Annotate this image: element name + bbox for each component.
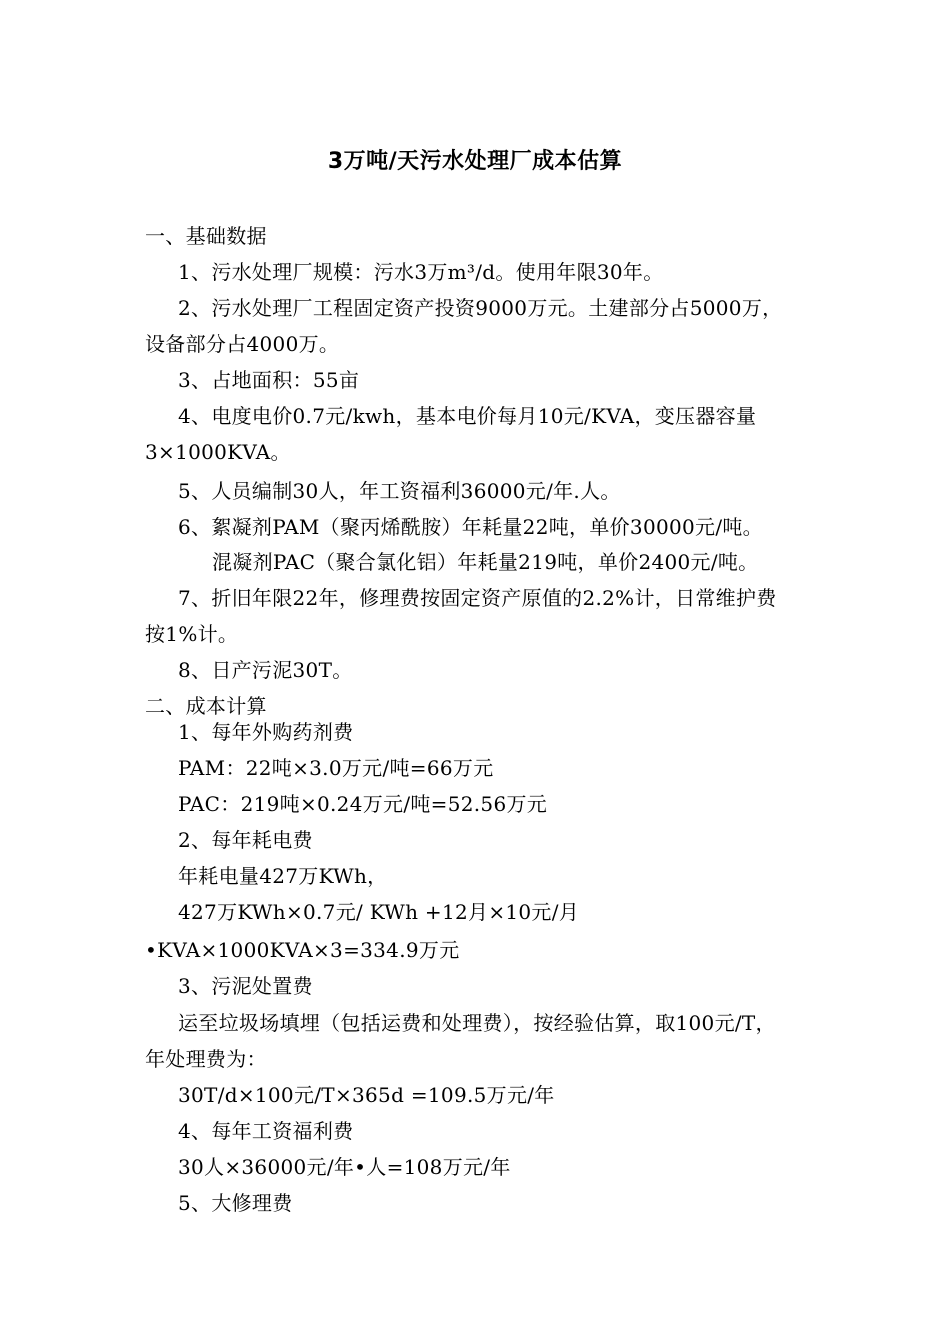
- text-line-power-cost: 2、每年耗电费: [178, 828, 313, 852]
- text-line-pac: 混凝剂PAC（聚合氯化铝）年耗量219吨，单价2400元/吨。: [212, 550, 759, 574]
- text-line-electricity: 4、电度电价0.7元/kwh，基本电价每月10元/KVA，变压器容量: [178, 404, 757, 428]
- text-line-transformer: 3×1000KVA。: [145, 440, 291, 464]
- text-line-pam: 6、絮凝剂PAM（聚丙烯酰胺）年耗量22吨，单价30000元/吨。: [178, 515, 763, 539]
- text-line-staff: 5、人员编制30人，年工资福利36000元/年.人。: [178, 479, 621, 503]
- section-heading-basic-data: 一、基础数据: [145, 224, 267, 248]
- text-line-sludge-cost: 3、污泥处置费: [178, 974, 313, 998]
- text-line-chemicals: 1、每年外购药剂费: [178, 720, 354, 744]
- section-heading-cost-calc: 二、成本计算: [145, 694, 267, 718]
- text-line-annual-fee: 年处理费为：: [145, 1047, 267, 1071]
- text-line-landfill: 运至垃圾场填埋（包括运费和处理费），按经验估算，取100元/T，: [178, 1011, 776, 1035]
- text-line-wages-calc: 30人×36000元/年•人=108万元/年: [178, 1155, 511, 1179]
- text-line-depreciation: 7、折旧年限22年，修理费按固定资产原值的2.2%计，日常维护费: [178, 586, 777, 610]
- text-line-pam-calc: PAM：22吨×3.0万元/吨=66万元: [178, 756, 494, 780]
- text-line-area: 3、占地面积：55亩: [178, 368, 360, 392]
- text-line-sludge: 8、日产污泥30T。: [178, 658, 353, 682]
- document-title: 3万吨/天污水处理厂成本估算: [327, 149, 623, 174]
- text-line-investment: 2、污水处理厂工程固定资产投资9000万元。土建部分占5000万，: [178, 296, 783, 320]
- text-line-pac-calc: PAC：219吨×0.24万元/吨=52.56万元: [178, 792, 548, 816]
- text-line-power-result: •KVA×1000KVA×3=334.9万元: [145, 938, 460, 962]
- text-line-power-calc: 427万KWh×0.7元/ KWh +12月×10元/月: [178, 900, 580, 924]
- text-line-power-usage: 年耗电量427万KWh，: [178, 864, 388, 888]
- text-line-equipment: 设备部分占4000万。: [145, 332, 340, 356]
- text-line-wages: 4、每年工资福利费: [178, 1119, 354, 1143]
- text-line-sludge-calc: 30T/d×100元/T×365d =109.5万元/年: [178, 1083, 555, 1107]
- text-line-scale: 1、污水处理厂规模：污水3万m³/d。使用年限30年。: [178, 260, 664, 284]
- text-line-maintenance: 按1%计。: [145, 622, 239, 646]
- text-line-overhaul: 5、大修理费: [178, 1191, 293, 1215]
